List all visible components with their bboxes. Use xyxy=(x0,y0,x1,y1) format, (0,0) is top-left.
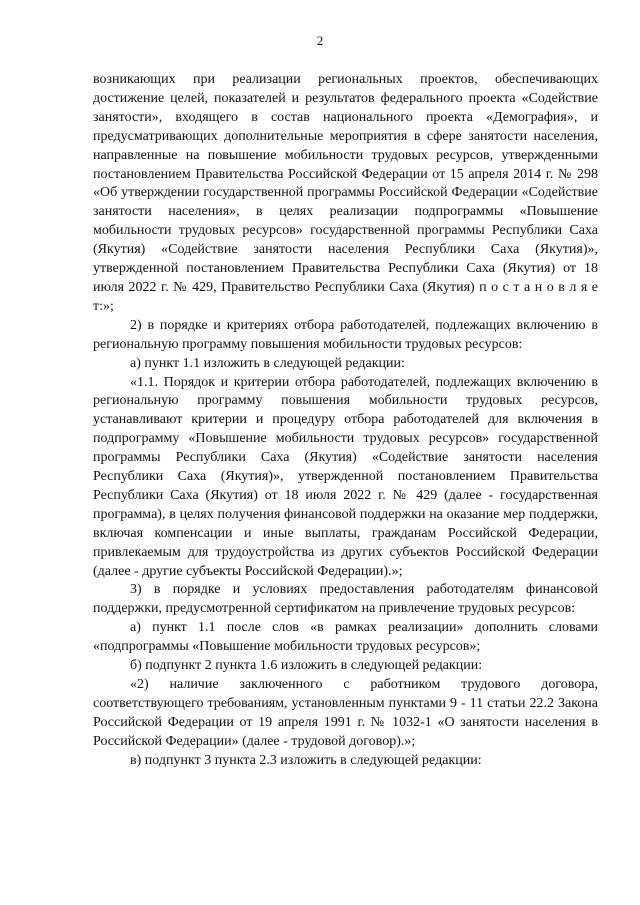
paragraph-9: в) подпункт 3 пункта 2.3 изложить в следующей редакции: xyxy=(130,752,482,768)
paragraph-6: а) пункт 1.1 после слов «в рамках реализации» дополнить словами «подпрограммы «Повышение мобильности трудовых ресурсов»; xyxy=(93,620,598,655)
paragraph-4: «1.1. Порядок и критерии отбора работодателей, подлежащих включению в региональную программу повышения мобильности трудовых ресурсов, устанавливают критерии и процедуру отбора работодателей для включения в подпрограмму «Повышение мобильности трудовых ресурсов» государственной программы Республики Саха (Якутия) «Содействие занятости населения Республики Саха (Якутия)», утвержденной постановлением Правительства Республики Саха (Якутия) от 18 июля 2022 г. № 429 (далее - государственная программа), в целях получения финансовой поддержки на оказание мер поддержки, включая компенсации и иные выплаты, гражданам Российской Федерации, привлекаемым для трудоустройства из других субъектов Российской Федерации (далее - другие субъекты Российской Федерации).»; xyxy=(93,374,598,579)
paragraph-5: 3) в порядке и условиях предоставления работодателям финансовой поддержки, предусмотренной сертификатом на привлечение трудовых ресурсов: xyxy=(93,582,598,617)
paragraph-7: б) подпункт 2 пункта 1.6 изложить в следующей редакции: xyxy=(130,658,483,674)
paragraph-2: 2) в порядке и критериях отбора работодателей, подлежащих включению в региональную программу повышения мобильности трудовых ресурсов: xyxy=(93,317,598,352)
paragraph-8: «2) наличие заключенного с работником трудового договора, соответствующего требованиям, установленным пунктами 9 - 11 статьи 22.2 Закона Российской Федерации от 19 апреля 1991 г. № 1032-1 «О занятости населения в Российской Федерации» (далее - трудовой договор).»; xyxy=(93,677,598,749)
document-body xyxy=(93,71,598,771)
paragraph-3: а) пункт 1.1 изложить в следующей редакции: xyxy=(130,355,405,371)
paragraph-1: возникающих при реализации региональных проектов, обеспечивающих достижение целей, показателей и результатов федерального проекта «Содействие занятости», входящего в состав национального проекта «Демография», и предусматривающих дополнительные мероприятия в сфере занятости населения, направленные на повышение мобильности трудовых ресурсов, утвержденными постановлением Правительства Российской Федерации от 15 апреля 2014 г. № 298 «Об утверждении государственной программы Российской Федерации «Содействие занятости населения», в целях реализации подпрограммы «Повышение мобильности трудовых ресурсов» государственной программы Республики Саха (Якутия) «Содействие занятости населения Республики Саха (Якутия)», утвержденной постановлением Правительства Республики Саха (Якутия) от 18 июля 2022 г. № 429, Правительство Республики Саха (Якутия) п о с т а н о в л я е т:»; xyxy=(93,72,598,314)
page-number: 2 xyxy=(316,33,324,48)
